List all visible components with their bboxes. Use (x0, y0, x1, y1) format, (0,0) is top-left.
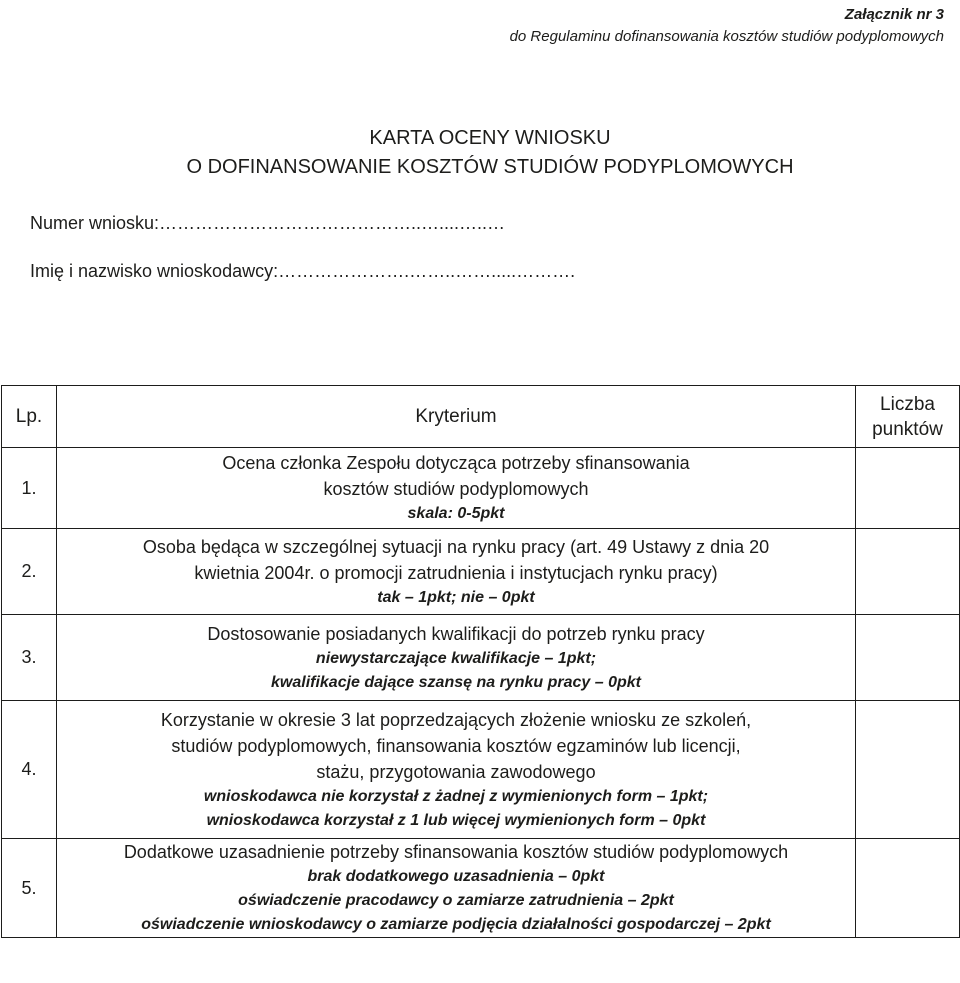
criteria-table (1, 385, 960, 938)
criterion-cell (57, 701, 856, 839)
criterion-text: kwietnia 2004r. o promocji zatrudnienia i instytucjach rynku pracy) (194, 562, 718, 583)
criterion-text: Osoba będąca w szczególnej sytuacji na rynku pracy (art. 49 Ustawy z dnia 20 (142, 536, 770, 557)
points-cell[interactable] (856, 615, 960, 701)
points-cell[interactable] (856, 701, 960, 839)
criterion-text: studiów podyplomowych, finansowania kosztów egzaminów lub licencji, (171, 735, 741, 756)
scoring-rule: wnioskodawca korzystał z 1 lub więcej wymienionych form – 0pkt (206, 811, 706, 829)
table-row (2, 701, 960, 839)
criterion-text: Dostosowanie posiadanych kwalifikacji do potrzeb rynku pracy (207, 623, 705, 644)
annex-subtitle: do Regulaminu dofinansowania kosztów studiów podyplomowych (509, 28, 944, 45)
row-number: 5. (2, 839, 57, 938)
criterion-text: Korzystanie w okresie 3 lat poprzedzających złożenie wniosku ze szkoleń, (160, 709, 752, 730)
criterion-cell (57, 839, 856, 938)
scoring-rule: oświadczenie pracodawcy o zamiarze zatrudnienia – 2pkt (238, 892, 674, 909)
scoring-rule: oświadczenie wnioskodawcy o zamiarze podjęcia działalności gospodarczej – 2pkt (141, 916, 771, 933)
row-number: 1. (2, 448, 57, 529)
annex-title: Załącznik nr 3 (844, 6, 944, 23)
row-number: 4. (2, 701, 57, 839)
application-number-field: Numer wniosku:……………………………………..…....…..… (30, 213, 506, 233)
scoring-rule: skala: 0-5pkt (407, 505, 505, 522)
scoring-rule: kwalifikacje dające szansę na rynku pracy – 0pkt (271, 673, 641, 691)
points-cell[interactable] (856, 448, 960, 529)
criterion-cell (57, 529, 856, 615)
criterion-text: stażu, przygotowania zawodowego (316, 761, 596, 782)
table-row (2, 529, 960, 615)
header-points: Liczba punktów (856, 386, 960, 448)
points-cell[interactable] (856, 529, 960, 615)
header-criterion: Kryterium (57, 386, 856, 448)
title-line-2: O DOFINANSOWANIE KOSZTÓW STUDIÓW PODYPLOMOWYCH (186, 156, 794, 178)
table-header-row (2, 386, 960, 448)
criterion-text: Ocena członka Zespołu dotycząca potrzeby sfinansowania (222, 453, 690, 473)
row-number: 3. (2, 615, 57, 701)
row-number: 2. (2, 529, 57, 615)
criterion-text: Dodatkowe uzasadnienie potrzeby sfinansowania kosztów studiów podyplomowych (123, 842, 789, 862)
scoring-rule: niewystarczające kwalifikacje – 1pkt; (315, 649, 597, 667)
document-title (0, 124, 960, 182)
scoring-rule: wnioskodawca nie korzystał z żadnej z wymienionych form – 1pkt; (203, 787, 709, 805)
points-cell[interactable] (856, 839, 960, 938)
table-row (2, 615, 960, 701)
table-row (2, 448, 960, 529)
applicant-name-field: Imię i nazwisko wnioskodawcy:………………….……..…….....………. (30, 261, 576, 281)
criterion-cell (57, 448, 856, 529)
criterion-text: kosztów studiów podyplomowych (323, 479, 589, 499)
title-line-1: KARTA OCENY WNIOSKU (369, 127, 611, 149)
scoring-rule: tak – 1pkt; nie – 0pkt (377, 588, 535, 606)
table-row (2, 839, 960, 938)
header-lp: Lp. (2, 386, 57, 448)
scoring-rule: brak dodatkowego uzasadnienia – 0pkt (307, 868, 605, 885)
annex-header (510, 4, 944, 48)
criterion-cell (57, 615, 856, 701)
